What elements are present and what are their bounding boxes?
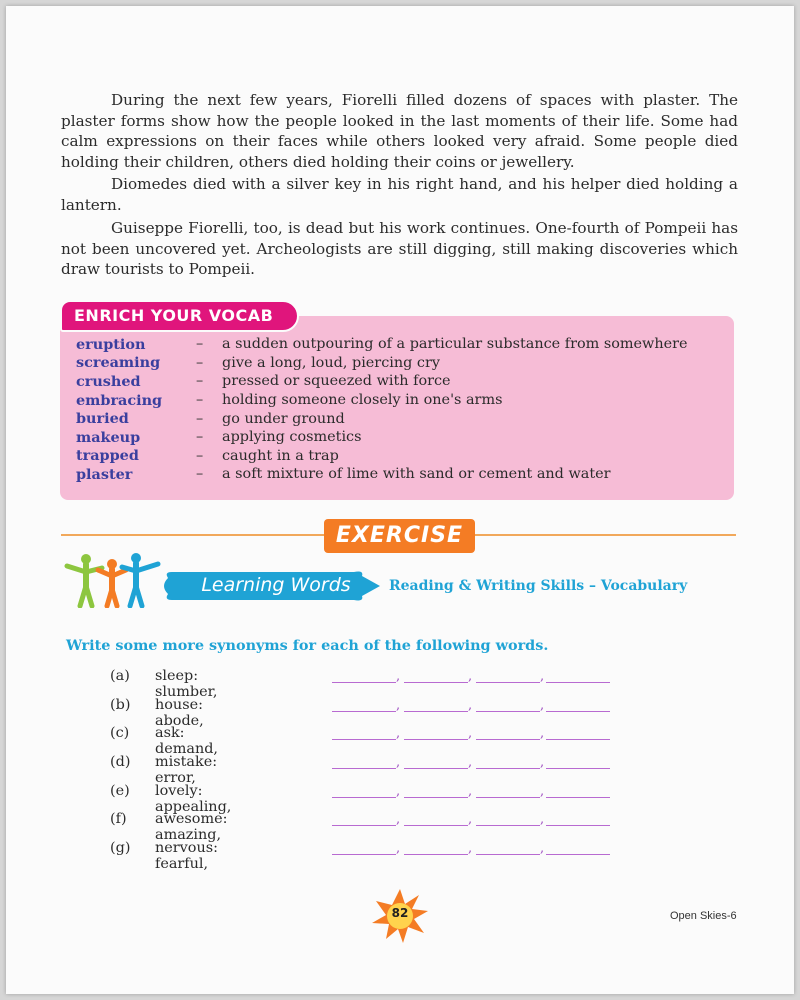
paragraph-1: During the next few years, Fiorelli filled dozens of spaces with plaster. The plaster forms show how the people looked in the last moments of their life. Some had calm expressions on their faces while others looked very afraid. Some people died holding their children, others died holding their coins or jewellery. — [61, 91, 738, 171]
vocab-list — [76, 335, 726, 484]
vocab-meaning: go under ground — [222, 410, 345, 427]
comma-separator: , — [540, 755, 545, 771]
comma-separator: , — [468, 697, 473, 713]
vocab-meaning: pressed or squeezed with force — [222, 373, 451, 390]
question-text: lovely: appealing, — [155, 782, 232, 815]
vocab-row — [76, 409, 726, 428]
question-text: house: abode, — [155, 696, 204, 729]
comma-separator: , — [396, 697, 401, 713]
paragraph-2: Diomedes died with a silver key in his right hand, and his helper died holding a lantern. — [61, 175, 738, 214]
book-title: Open Skies-6 — [670, 910, 737, 922]
answer-blank[interactable] — [332, 825, 396, 826]
vocab-row — [76, 335, 726, 354]
answer-blank[interactable] — [546, 797, 610, 798]
answer-blank[interactable] — [332, 797, 396, 798]
vocab-dash: – — [196, 410, 204, 427]
comma-separator: , — [468, 726, 473, 742]
answer-blanks — [332, 722, 612, 742]
vocab-word: screaming — [76, 354, 161, 372]
answer-blank[interactable] — [404, 711, 468, 712]
comma-separator: , — [468, 669, 473, 684]
answer-blank[interactable] — [332, 768, 396, 769]
vocab-dash: – — [196, 392, 204, 409]
comma-separator: , — [540, 783, 545, 799]
vocab-dash: – — [196, 429, 204, 446]
vocab-meaning: give a long, loud, piercing cry — [222, 354, 440, 371]
answer-blank[interactable] — [332, 739, 396, 740]
question-label: (f) — [110, 811, 127, 828]
answer-blank[interactable] — [404, 682, 468, 683]
vocab-row — [76, 354, 726, 373]
comma-separator: , — [540, 697, 545, 713]
comma-separator: , — [540, 669, 545, 684]
question-label: (d) — [110, 754, 131, 771]
paragraph-3: Guiseppe Fiorelli, too, is dead but his work continues. One-fourth of Pompeii has not been uncovered yet. Archeologists are still digging, still making discoveries which draw tourists to Pompeii. — [61, 219, 738, 279]
comma-separator: , — [396, 755, 401, 771]
vocab-dash: – — [196, 447, 204, 464]
answer-blank[interactable] — [404, 854, 468, 855]
question-text: ask: demand, — [155, 725, 219, 758]
vocab-word: trapped — [76, 447, 139, 465]
question-label: (c) — [110, 725, 130, 742]
question-label: (b) — [110, 696, 131, 713]
vocab-row — [76, 428, 726, 447]
question-label: (g) — [110, 840, 131, 857]
vocab-meaning: caught in a trap — [222, 447, 339, 464]
answer-blank[interactable] — [404, 825, 468, 826]
question-text: nervous: fearful, — [155, 840, 218, 873]
comma-separator: , — [540, 841, 545, 857]
question-text: awesome: amazing, — [155, 811, 228, 844]
comma-separator: , — [396, 726, 401, 742]
comma-separator: , — [468, 841, 473, 857]
answer-blank[interactable] — [332, 854, 396, 855]
vocab-word: makeup — [76, 428, 141, 446]
comma-separator: , — [396, 783, 401, 799]
vocab-title: ENRICH YOUR VOCAB — [60, 300, 299, 332]
answer-blanks — [332, 751, 612, 771]
answer-blank[interactable] — [546, 854, 610, 855]
skills-label: Reading & Writing Skills – Vocabulary — [389, 578, 688, 594]
answer-blank[interactable] — [476, 739, 540, 740]
answer-blank[interactable] — [476, 797, 540, 798]
learning-words-label: Learning Words — [201, 574, 351, 596]
question-text: mistake: error, — [155, 754, 218, 787]
vocab-row — [76, 447, 726, 466]
comma-separator: , — [396, 841, 401, 857]
answer-blanks — [332, 837, 612, 857]
answer-blanks — [332, 808, 612, 828]
question-label: (e) — [110, 782, 130, 799]
vocab-word: eruption — [76, 335, 146, 353]
answer-blank[interactable] — [404, 797, 468, 798]
vocab-meaning: applying cosmetics — [222, 429, 362, 446]
answer-blank[interactable] — [476, 682, 540, 683]
answer-blank[interactable] — [546, 768, 610, 769]
comma-separator: , — [540, 726, 545, 742]
vocab-meaning: a sudden outpouring of a particular substance from somewhere — [222, 336, 688, 353]
answer-blank[interactable] — [546, 739, 610, 740]
comma-separator: , — [468, 812, 473, 828]
vocab-dash: – — [196, 373, 204, 390]
answer-blank[interactable] — [476, 825, 540, 826]
question-text: sleep: slumber, — [155, 668, 218, 700]
vocab-word: crushed — [76, 372, 141, 390]
vocab-word: plaster — [76, 465, 133, 483]
children-holding-hands-icon — [64, 552, 162, 608]
answer-blanks — [332, 780, 612, 800]
comma-separator: , — [540, 812, 545, 828]
answer-blank[interactable] — [546, 711, 610, 712]
vocab-dash: – — [196, 354, 204, 371]
vocab-row — [76, 372, 726, 391]
comma-separator: , — [468, 783, 473, 799]
question-label: (a) — [110, 668, 130, 684]
vocab-meaning: holding someone closely in one's arms — [222, 392, 503, 409]
answer-blanks — [332, 665, 612, 685]
answer-blank[interactable] — [332, 682, 396, 683]
comma-separator: , — [468, 755, 473, 771]
vocab-word: buried — [76, 410, 129, 428]
vocab-row — [76, 391, 726, 410]
comma-separator: , — [396, 812, 401, 828]
answer-blank[interactable] — [476, 854, 540, 855]
answer-blank[interactable] — [546, 825, 610, 826]
vocab-dash: – — [196, 336, 204, 353]
answer-blank[interactable] — [404, 768, 468, 769]
answer-blank[interactable] — [332, 711, 396, 712]
exercise-instruction: Write some more synonyms for each of the following words. — [66, 637, 549, 654]
page-number: 82 — [391, 906, 409, 920]
exercise-title: EXERCISE — [324, 519, 475, 553]
vocab-dash: – — [196, 466, 204, 483]
comma-separator: , — [396, 669, 401, 684]
answer-blanks — [332, 694, 612, 714]
vocab-row — [76, 465, 726, 484]
answer-blank[interactable] — [404, 739, 468, 740]
vocab-word: embracing — [76, 391, 163, 409]
answer-blank[interactable] — [546, 682, 610, 683]
answer-blank[interactable] — [476, 711, 540, 712]
vocab-meaning: a soft mixture of lime with sand or cement and water — [222, 466, 611, 483]
answer-blank[interactable] — [476, 768, 540, 769]
